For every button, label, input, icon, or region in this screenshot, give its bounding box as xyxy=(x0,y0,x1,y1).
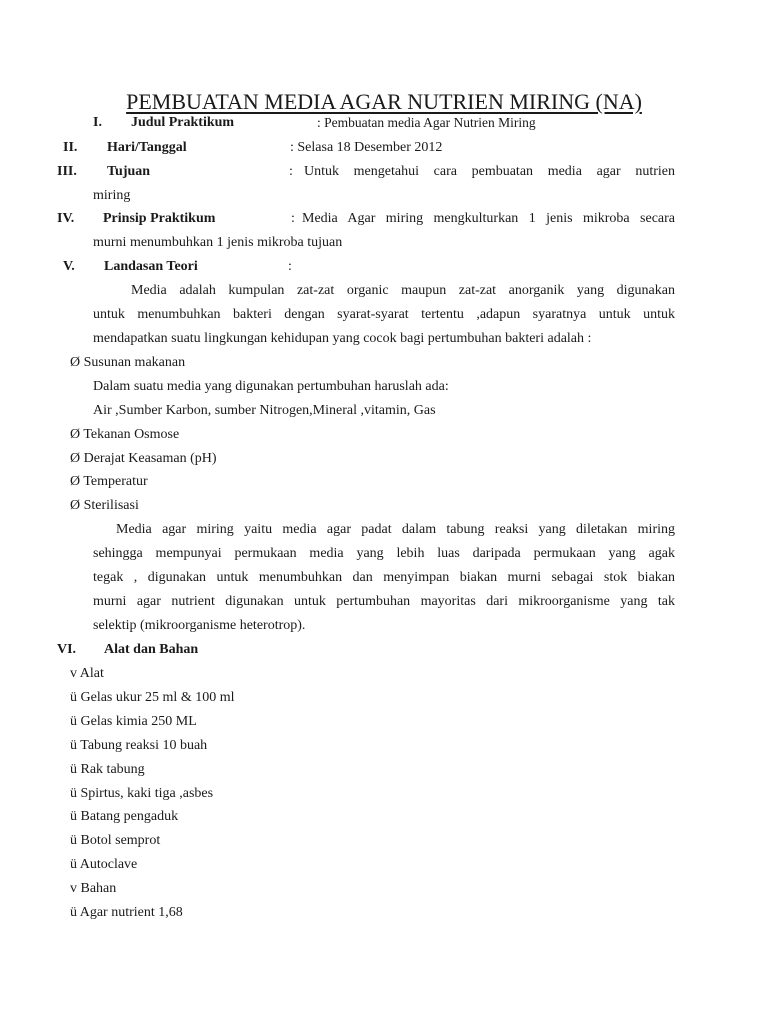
section-number-6: VI. xyxy=(57,642,77,657)
section-value-hari: : Selasa 18 Desember 2012 xyxy=(290,140,443,155)
tujuan-line-2: miring xyxy=(93,188,131,203)
list-item-sterilisasi: Ø Sterilisasi xyxy=(70,498,139,513)
landasan-paragraph-1-line-1: Media adalah kumpulan zat-zat organic maupun zat-zat anorganik yang digunakan xyxy=(131,283,675,298)
landasan-paragraph-1-line-2: untuk menumbuhkan bakteri dengan syarat-syarat tertentu ,adapun syaratnya untuk untuk xyxy=(93,307,675,322)
section-label-landasan: Landasan Teori xyxy=(104,259,198,274)
list-item: ü Spirtus, kaki tiga ,asbes xyxy=(70,786,214,801)
section-label-prinsip: Prinsip Praktikum xyxy=(103,211,216,226)
list-item: ü Gelas kimia 250 ML xyxy=(70,714,197,729)
landasan-paragraph-2-line-4: murni agar nutrient digunakan untuk pertumbuhan mayoritas dari mikroorganisme yang tak xyxy=(93,594,675,609)
section-number-5: V. xyxy=(63,259,75,274)
list-item: ü Autoclave xyxy=(70,857,138,872)
section-number-1: I. xyxy=(93,115,102,130)
section-number-3: III. xyxy=(57,164,77,179)
landasan-paragraph-2-line-5: selektip (mikroorganisme heterotrop). xyxy=(93,618,306,633)
section-number-2: II. xyxy=(63,140,78,155)
list-item: ü Rak tabung xyxy=(70,762,145,777)
section-number-4: IV. xyxy=(57,211,75,226)
prinsip-line-2: murni menumbuhkan 1 jenis mikroba tujuan xyxy=(93,235,343,250)
landasan-paragraph-2-line-1: Media agar miring yaitu media agar padat dalam tabung reaksi yang diletakan miring xyxy=(116,522,675,537)
list-item: ü Gelas ukur 25 ml & 100 ml xyxy=(70,690,235,705)
prinsip-line-1: Media Agar miring mengkulturkan 1 jenis mikroba secara xyxy=(302,211,675,226)
list-item-tekanan: Ø Tekanan Osmose xyxy=(70,427,180,442)
section-colon-prinsip: : xyxy=(291,211,295,226)
section-label-alat: Alat dan Bahan xyxy=(104,642,199,657)
list-item: ü Botol semprot xyxy=(70,833,161,848)
landasan-paragraph-1-line-3: mendapatkan suatu lingkungan kehidupan yang cocok bagi pertumbuhan bakteri adalah : xyxy=(93,331,592,346)
list-item-susunan: Ø Susunan makanan xyxy=(70,355,186,370)
list-heading-alat: v Alat xyxy=(70,666,104,681)
page-title: PEMBUATAN MEDIA AGAR NUTRIEN MIRING (NA) xyxy=(126,89,642,114)
section-colon-tujuan: : xyxy=(289,164,293,179)
tujuan-line-1: Untuk mengetahui cara pembuatan media agar nutrien xyxy=(304,164,675,179)
list-heading-bahan: v Bahan xyxy=(70,881,117,896)
section-label-hari: Hari/Tanggal xyxy=(107,140,187,155)
susunan-detail-1: Dalam suatu media yang digunakan pertumbuhan haruslah ada: xyxy=(93,379,449,394)
section-label-judul: Judul Praktikum xyxy=(131,115,235,130)
list-item-temperatur: Ø Temperatur xyxy=(70,474,148,489)
list-item-derajat: Ø Derajat Keasaman (pH) xyxy=(70,451,217,466)
list-item: ü Tabung reaksi 10 buah xyxy=(70,738,208,753)
landasan-paragraph-2-line-2: sehingga mempunyai permukaan media yang lebih luas daripada permukaan yang agak xyxy=(93,546,675,561)
section-colon-landasan: : xyxy=(288,259,292,274)
list-item: ü Batang pengaduk xyxy=(70,809,179,824)
list-item: ü Agar nutrient 1,68 xyxy=(70,905,183,920)
susunan-detail-2: Air ,Sumber Karbon, sumber Nitrogen,Mineral ,vitamin, Gas xyxy=(93,403,436,418)
landasan-paragraph-2-line-3: tegak , digunakan untuk menumbuhkan dan menyimpan biakan murni sebagai stok biakan xyxy=(93,570,675,585)
section-value-judul: : Pembuatan media Agar Nutrien Miring xyxy=(317,115,536,130)
section-label-tujuan: Tujuan xyxy=(107,164,151,179)
